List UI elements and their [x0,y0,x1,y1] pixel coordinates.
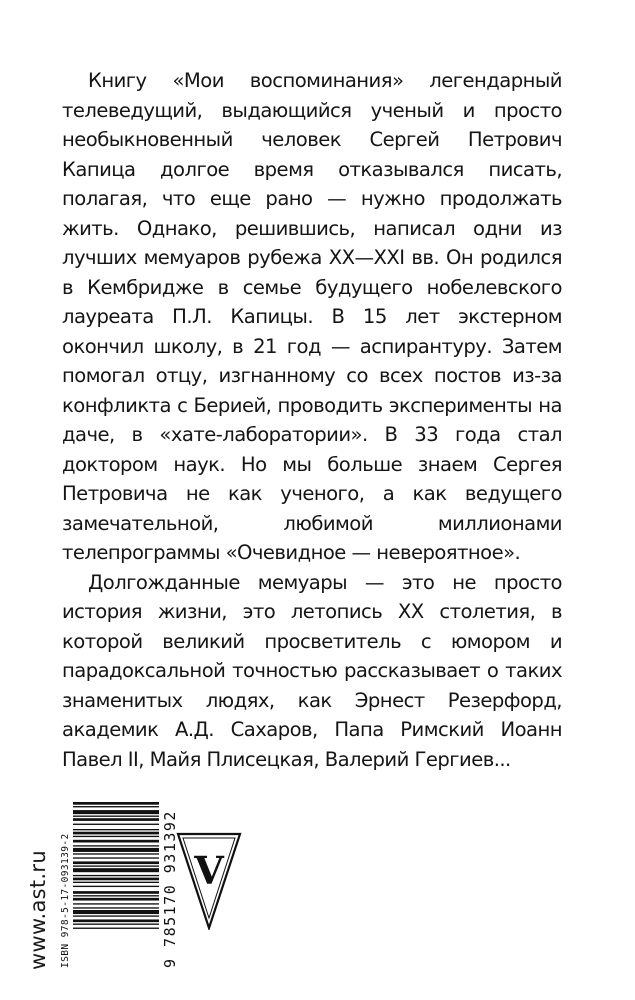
ean-digits: 9 785170 931392 [161,810,179,968]
svg-text:V: V [194,848,224,893]
annotation-paragraph-1: Книгу «Мои воспоминания» легендарный телеведущий, выдающийся ученый и просто необыкновенный человек Сергей Петрович Капица долгое время отказывался писать, полагая, что еще рано — нужно продолжать жить. Однако, решившись, написал одни из лучших мемуаров рубежа XX—XXI вв. Он родился в Кембридже в семье будущего нобелевского лауреата П.Л. Капицы. В 15 лет экстерном окончил школу, в 21 год — аспирантуру. Затем помогал отцу, изгнанному со всех постов из-за конфликта с Берией, проводить эксперименты на даче, в «хате-лаборатории». В 33 года стал доктором наук. Но мы больше знаем Сергея Петровича не как ученого, а как ведущего замечательной, любимой миллионами телепрограммы «Очевидное — невероятное». [62,69,562,564]
annotation-paragraph-2: Долгожданные мемуары — это не просто история жизни, это летопись XX столетия, в которой великий просветитель с юмором и парадоксальной точностью рассказывает о таких знаменитых людях, как Эрнест Резерфорд, академик А.Д. Сахаров, Папа Римский Иоанн Павел II, Майя Плисецкая, Валерий Гергиев... [62,570,562,771]
publisher-website: www.ast.ru [26,850,50,970]
isbn-label: ISBN 978-5-17-093139-2 [60,833,71,968]
imprint-block [26,800,181,970]
annotation-text [62,66,562,774]
barcode-icon [73,800,159,968]
v-triangle-logo-icon [176,832,242,930]
